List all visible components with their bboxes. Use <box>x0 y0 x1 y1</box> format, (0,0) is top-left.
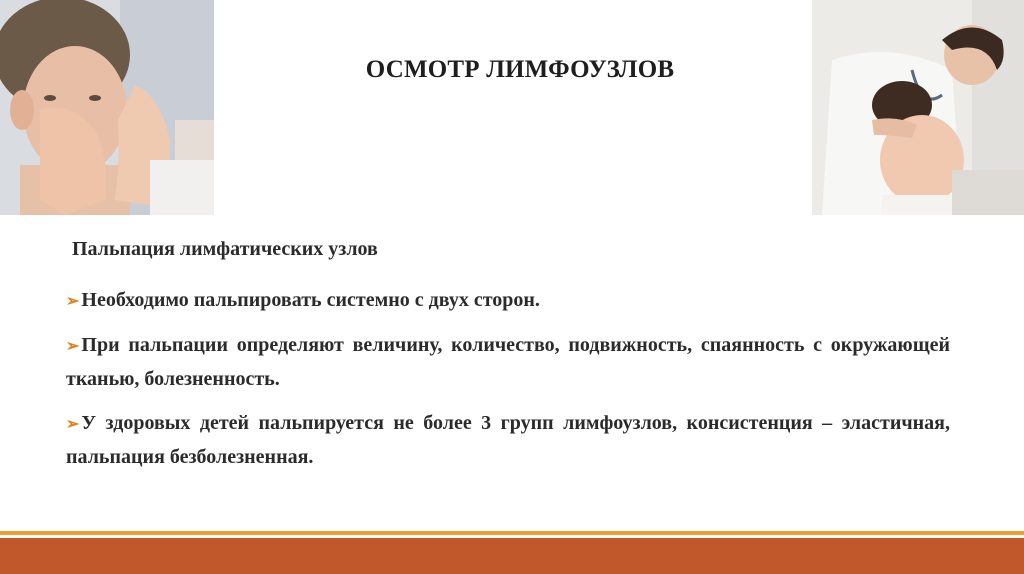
arrow-bullet-icon: ➢ <box>66 293 80 310</box>
bullet-list <box>66 284 950 485</box>
photo-doctor-examining-child <box>812 0 1024 215</box>
arrow-bullet-icon: ➢ <box>66 338 80 355</box>
footer-accent-line <box>0 531 1024 535</box>
arrow-bullet-icon: ➢ <box>66 416 80 433</box>
bullet-text: При пальпации определяют величину, количество, подвижность, спаянность с окружающей тканью, болезненность. <box>66 334 950 390</box>
bullet-item <box>66 284 950 318</box>
section-subtitle: Пальпация лимфатических узлов <box>72 238 378 260</box>
footer-bar <box>0 538 1024 574</box>
bullet-text: У здоровых детей пальпируется не более 3 групп лимфоузлов, консистенция – эластичная, пальпация безболезненная. <box>66 412 950 468</box>
bullet-text: Необходимо пальпировать системно с двух сторон. <box>81 289 540 311</box>
bullet-item <box>66 407 950 474</box>
photo-child-face-palpation <box>0 0 214 215</box>
slide-title: ОСМОТР ЛИМФОУЗЛОВ <box>365 56 675 83</box>
bullet-item <box>66 329 950 396</box>
